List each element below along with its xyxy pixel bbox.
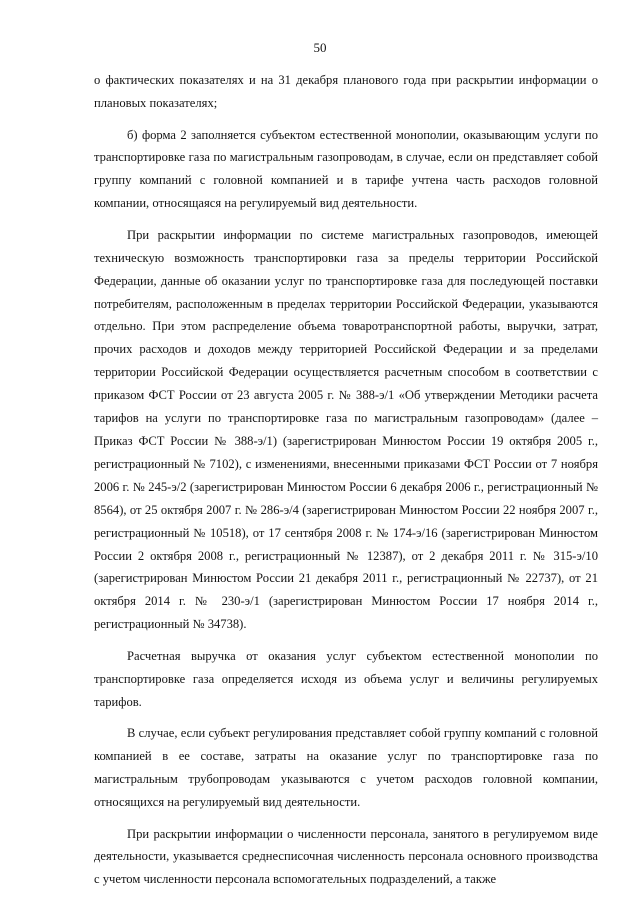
document-body: [94, 69, 598, 891]
paragraph-group-of-companies: В случае, если субъект регулирования представляет собой группу компаний с головной компанией в ее составе, затраты на оказание услуг по транспортировке газа по магистральным трубопроводам указываются с учетом расходов головной компании, относящихся на регулируемый вид деятельности.: [94, 726, 598, 809]
paragraph-estimated-revenue: Расчетная выручка от оказания услуг субъектом естественной монополии по транспортировке газа определяется исходя из объема услуг и величины регулируемых тарифов.: [94, 648, 598, 709]
paragraph-form-2: б) форма 2 заполняется субъектом естественной монополии, оказывающим услуги по транспортировке газа по магистральным газопроводам, в случае, если он представляет собой группу компаний с головной компанией и в тарифе учтена часть расходов головной компании, относящаяся на регулируемый вид деятельности.: [94, 127, 598, 211]
paragraph-gas-pipeline-system: При раскрытии информации по системе магистральных газопроводов, имеющей техническую возможность транспортировки газа за пределы территории Российской Федерации, данные об оказании услуг по транспортировке газа для последующей поставки потребителям, расположенным в пределах территории Российской Федерации, указываются отдельно. При этом распределение объема товаротранспортной работы, выручки, затрат, прочих расходов и доходов между территорией Российской Федерации и за пределами территории Российской Федерации осуществляется расчетным способом в соответствии с приказом ФСТ России от 23 августа 2005 г. № 388-э/1 «Об утверждении Методики расчета тарифов на услуги по транспортировке газа по магистральным газопроводам» (далее – Приказ ФСТ России № 388-э/1) (зарегистрирован Минюстом России 19 октября 2005 г., регистрационный № 7102), с изменениями, внесенными приказами ФСТ России от 7 ноября 2006 г. № 245-э/2 (зарегистрирован Минюстом России 6 декабря 2006 г., регистрационный № 8564), от 25 октября 2007 г. № 286-э/4 (зарегистрирован Минюстом России 22 ноября 2007 г., регистрационный № 10518), от 17 сентября 2008 г. № 174-э/16 (зарегистрирован Минюстом России 2 октября 2008 г., регистрационный № 12387), от 2 декабря 2011 г. № 315-э/10 (зарегистрирован Минюстом России 21 декабря 2011 г., регистрационный № 22737), от 21 октября 2014 г. № 230-э/1 (зарегистрирован Минюстом России 17 ноября 2014 г., регистрационный № 34738).: [94, 227, 598, 632]
paragraph-continuation: о фактических показателях и на 31 декабря планового года при раскрытии информации о плановых показателях;: [94, 73, 598, 110]
page-number: 50: [313, 40, 327, 55]
paragraph-personnel: При раскрытии информации о численности персонала, занятого в регулируемом виде деятельности, указывается среднесписочная численность персонала основного производства с учетом численности персонала вспомогательных подразделений, а также: [94, 826, 598, 887]
